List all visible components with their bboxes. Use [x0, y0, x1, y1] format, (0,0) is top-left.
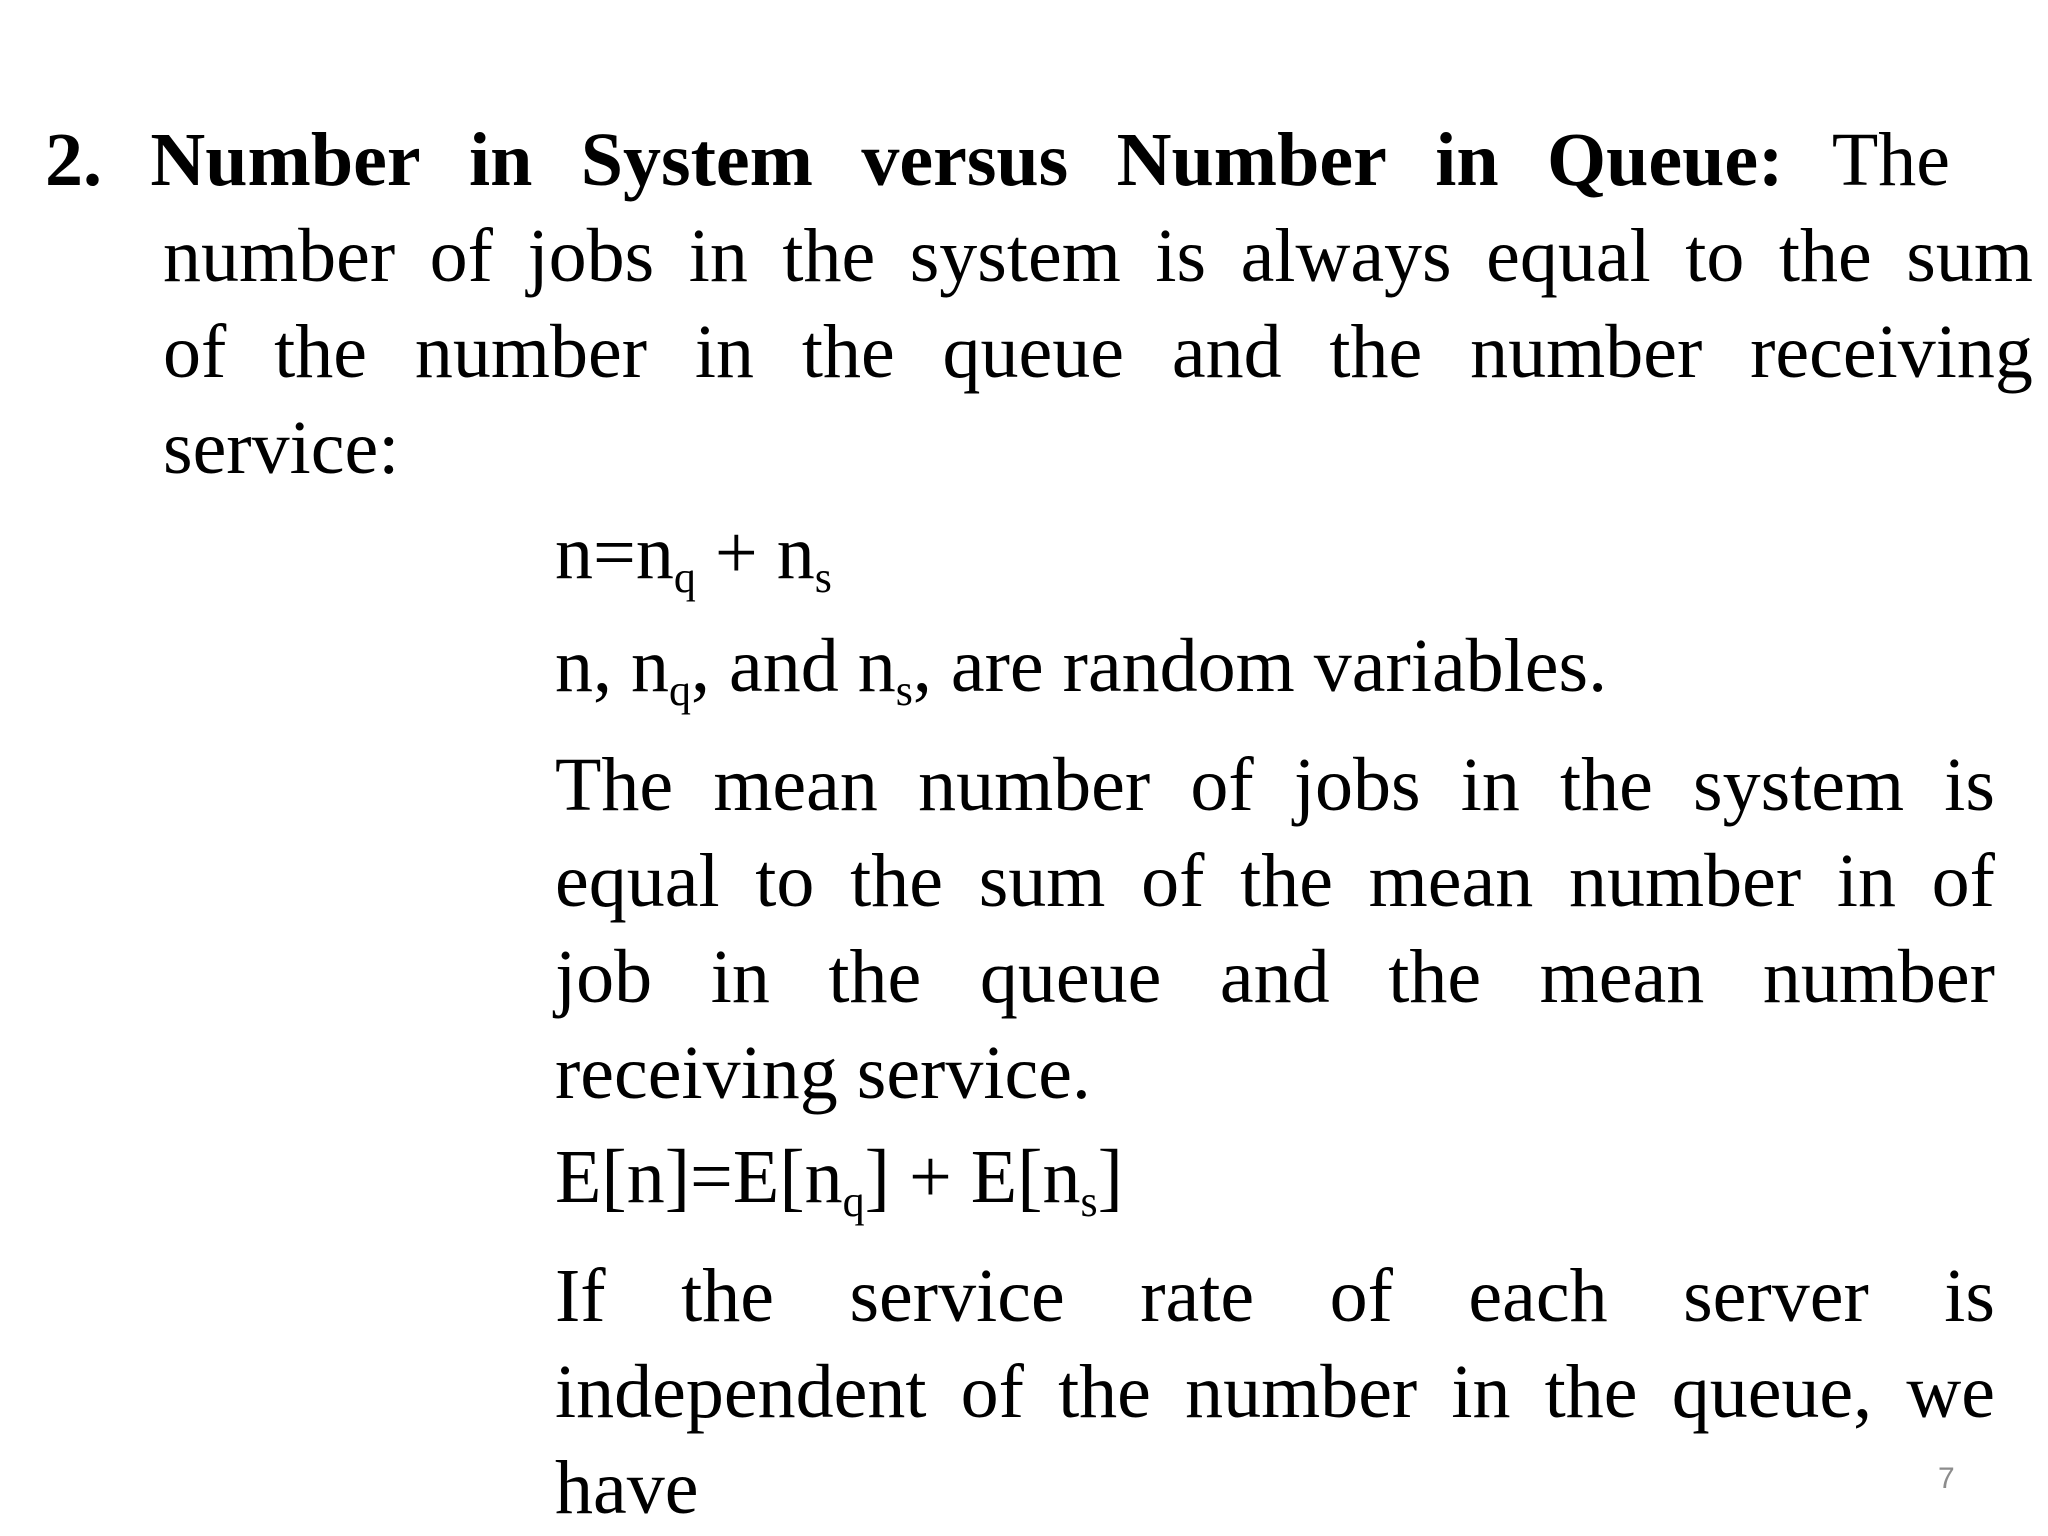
word: the	[1058, 1350, 1151, 1434]
para1-line-2	[555, 833, 1995, 929]
word: in	[694, 310, 754, 394]
word: in	[710, 935, 770, 1019]
para1-line-4: receiving service.	[555, 1031, 1091, 1115]
para2-line-2	[555, 1344, 1995, 1440]
word: queue	[979, 935, 1162, 1019]
word: is	[1944, 743, 1995, 827]
word: always	[1240, 214, 1452, 298]
equation-plus: + n	[695, 511, 815, 595]
para2-line-3: have	[555, 1446, 699, 1530]
word: jobs	[1293, 743, 1421, 827]
word: to	[755, 839, 815, 923]
equation-text: ] + E[n	[864, 1135, 1081, 1219]
word: number	[918, 743, 1151, 827]
word: the	[1388, 935, 1482, 1019]
word: in	[1836, 839, 1896, 923]
word: mean	[713, 743, 878, 827]
word: in	[688, 214, 748, 298]
subscript-q: q	[673, 553, 696, 602]
word: queue,	[1671, 1350, 1873, 1434]
word: to	[1685, 214, 1745, 298]
heading-word: Number	[1116, 118, 1387, 202]
equation-text: E[n]=E[n	[555, 1135, 843, 1219]
word: is	[1155, 214, 1207, 298]
heading-word: Number	[150, 118, 421, 202]
intro-line-4: service:	[163, 406, 400, 490]
word: equal	[1486, 214, 1651, 298]
page-number: 7	[1938, 1462, 1955, 1495]
word: number	[1568, 839, 1802, 923]
heading-block	[45, 112, 2033, 496]
word: in	[1451, 1350, 1511, 1434]
word: The	[555, 743, 674, 827]
word: number	[1185, 1350, 1418, 1434]
word: the	[681, 1254, 774, 1338]
word: mean	[1539, 935, 1705, 1019]
word: and	[1219, 935, 1330, 1019]
service-rate-paragraph	[555, 1248, 1995, 1536]
heading-word: System	[580, 118, 813, 202]
equation-text: ]	[1097, 1135, 1123, 1219]
para1-line-1	[555, 737, 1995, 833]
word: If	[555, 1254, 606, 1338]
word: sum	[1906, 214, 2033, 298]
word: is	[1944, 1254, 1995, 1338]
subscript-q: q	[842, 1177, 865, 1226]
word: equal	[555, 839, 720, 923]
heading-word: in	[1435, 118, 1499, 202]
mean-jobs-paragraph	[555, 737, 1995, 1121]
heading-word: Queue:	[1547, 118, 1784, 202]
word: of	[1190, 743, 1254, 827]
word: the	[274, 310, 368, 394]
word: receiving	[1750, 310, 2033, 394]
word: number	[1762, 935, 1995, 1019]
para2-line-1	[555, 1248, 1995, 1344]
word: independent	[555, 1350, 927, 1434]
word: the	[801, 310, 895, 394]
intro-line-2	[163, 208, 2033, 304]
word: sum	[978, 839, 1106, 923]
word: job	[555, 935, 653, 1019]
word: number	[1470, 310, 1703, 394]
word: we	[1906, 1350, 1995, 1434]
statement-text: , and n	[691, 624, 896, 708]
word: the	[1240, 839, 1333, 923]
word: number	[414, 310, 648, 394]
word: in	[1460, 743, 1520, 827]
word: queue	[942, 310, 1124, 394]
statement-text: , are random variables.	[912, 624, 1608, 708]
word: number	[163, 214, 396, 298]
word: the	[1778, 214, 1872, 298]
word: of	[1141, 839, 1205, 923]
word: server	[1683, 1254, 1869, 1338]
heading-tail: The	[1831, 118, 1950, 202]
heading-word: versus	[861, 118, 1069, 202]
word: system	[1693, 743, 1905, 827]
word: the	[1559, 743, 1653, 827]
word: of	[163, 310, 227, 394]
word: jobs	[527, 214, 655, 298]
word: system	[909, 214, 1121, 298]
random-variables-statement	[555, 618, 1995, 714]
word: of	[1329, 1254, 1393, 1338]
subscript-s: s	[814, 553, 832, 602]
heading-word: in	[468, 118, 533, 202]
subscript-q: q	[669, 666, 691, 715]
para1-line-3	[555, 929, 1995, 1025]
intro-paragraph	[163, 208, 2033, 496]
equation-expectation	[555, 1129, 1995, 1225]
equation-n	[555, 505, 1995, 601]
word: rate	[1140, 1254, 1255, 1338]
statement-text: n, n	[555, 624, 669, 708]
heading-number: 2.	[45, 118, 102, 202]
word: the	[1544, 1350, 1638, 1434]
word: of	[960, 1350, 1024, 1434]
word: each	[1468, 1254, 1608, 1338]
word: of	[429, 214, 493, 298]
word: the	[828, 935, 922, 1019]
word: of	[1931, 839, 1995, 923]
word: the	[1329, 310, 1423, 394]
word: mean	[1368, 839, 1534, 923]
subscript-s: s	[895, 666, 913, 715]
word: the	[782, 214, 876, 298]
heading-line	[45, 112, 1950, 208]
word: service	[849, 1254, 1065, 1338]
word: the	[850, 839, 943, 923]
word: and	[1171, 310, 1282, 394]
equation-lhs: n=n	[555, 511, 674, 595]
subscript-s: s	[1080, 1177, 1098, 1226]
intro-line-3	[163, 304, 2033, 400]
